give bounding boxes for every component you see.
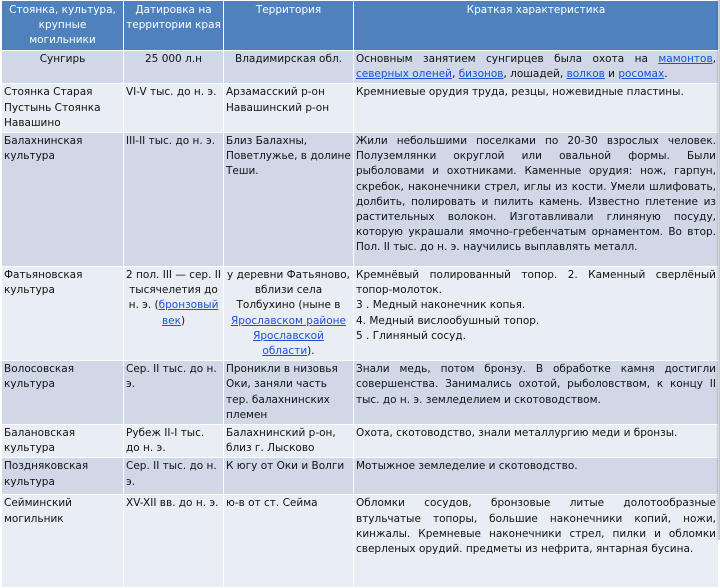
cell-dating: Сер. II тыс. до н. э. xyxy=(124,458,224,495)
text-link[interactable]: волков xyxy=(566,68,605,81)
table-row xyxy=(2,495,719,588)
cell-site: Поздняковская культура xyxy=(2,458,124,495)
text-fragment: Охота, скотоводство, знали металлургию меди и бронзы. xyxy=(356,427,678,440)
cell-site: Стоянка Старая Пустынь Стоянка Навашино xyxy=(2,84,124,133)
text-link[interactable]: бронзовый век xyxy=(158,299,219,327)
cell-site: Волосовская культура xyxy=(2,361,124,425)
cell-dating xyxy=(124,267,224,361)
slide-edge-shadow xyxy=(716,0,720,540)
cell-description xyxy=(354,51,719,84)
cell-description xyxy=(354,133,719,267)
cell-description xyxy=(354,495,719,588)
cell-site: Сейминский могильник xyxy=(2,495,124,588)
text-link[interactable]: бизонов xyxy=(458,68,504,81)
description-line: 4. Медный вислообушный топор. xyxy=(356,314,540,327)
cell-dating: Сер. II тыс. до н. э. xyxy=(124,361,224,425)
text-link[interactable]: росомах xyxy=(618,68,665,81)
cell-territory: Балахнинский р-он, близ г. Лысково xyxy=(224,425,354,458)
cell-site: Балахнинская культура xyxy=(2,133,124,267)
cell-description xyxy=(354,84,719,133)
text-fragment: у деревни Фатьяново, вблизи села Толбухино (ныне в xyxy=(227,269,350,312)
text-fragment: . xyxy=(664,68,668,81)
cell-site: Фатьяновская культура xyxy=(2,267,124,361)
text-fragment: Обломки сосудов, бронзовые литые долотообразные втульчатые топоры, большие наконечники копий, ножи, кинжалы. Кремневые наконечники стрел, пилки и обломки сверленых орудий. предметы из нефрита, янтарная бусина. xyxy=(356,497,716,556)
cell-dating: III-II тыс. до н. э. xyxy=(124,133,224,267)
cell-dating: Рубеж II-I тыс. до н. э. xyxy=(124,425,224,458)
text-fragment: и xyxy=(604,68,619,81)
cell-territory: Близ Балахны, Поветлужье, в долине Теши. xyxy=(224,133,354,267)
cell-territory: Арзамасский р-он Навашинский р-он xyxy=(224,84,354,133)
header-territory: Территория xyxy=(224,1,354,51)
description-line: 5 . Глиняный сосуд. xyxy=(356,329,466,342)
description-line: 3 . Медный наконечник копья. xyxy=(356,299,526,312)
cell-site: Сунгирь xyxy=(2,51,124,84)
text-fragment: Основным занятием сунгирцев была охота на xyxy=(356,53,659,65)
table-row xyxy=(2,458,719,495)
text-fragment: Знали медь, потом бронзу. В обработке камня достигли совершенства. Занимались охотой, рыболовством, к концу II тыс. до н. э. земледелием и скотоводством. xyxy=(356,363,716,406)
table-row xyxy=(2,267,719,361)
cell-territory: К югу от Оки и Волги xyxy=(224,458,354,495)
text-fragment: 2 пол. III — сер. II тысячелетия до н. э. ( xyxy=(126,269,221,312)
cell-dating: VI-V тыс. до н. э. xyxy=(124,84,224,133)
text-link[interactable]: Ярославском районе xyxy=(231,314,346,327)
table-row xyxy=(2,425,719,458)
text-fragment: , лошадей, xyxy=(503,68,567,81)
cell-territory: Проникли в низовья Оки, заняли часть тер. балахнинских племен xyxy=(224,361,354,425)
cell-description xyxy=(354,267,719,361)
table-row xyxy=(2,361,719,425)
cell-territory: Владимирская обл. xyxy=(224,51,354,84)
header-description: Краткая характеристика xyxy=(354,1,719,51)
text-link[interactable]: северных оленей xyxy=(356,68,452,81)
cell-dating: 25 000 л.н xyxy=(124,51,224,84)
text-link[interactable]: мамонтов xyxy=(658,53,713,65)
text-fragment: Жили небольшими поселками по 20-30 взрослых человек. Полуземлянки округлой или овальной формы. Были рыболовами и охотниками. Каменные орудия: нож, гарпун, скребок, наконечники стрел, иглы из кости. Умели шлифовать, долбить, полировать и пилить камень. Известно плетение из растительных волокон. Изготавливали глиняную посуду, которую украшали ямочно-гребенчатым орнаментом. Во втор. Пол. II тыс. до н. э. научились выплавлять металл. xyxy=(356,135,716,254)
text-fragment: , xyxy=(452,68,459,81)
cell-territory: ю-в от ст. Сейма xyxy=(224,495,354,588)
cell-dating: XV-XII вв. до н. э. xyxy=(124,495,224,588)
text-fragment: Кремниевые орудия труда, резцы, ножевидные пластины. xyxy=(356,86,684,99)
text-fragment: ). xyxy=(307,345,315,358)
cell-territory xyxy=(224,267,354,361)
table-row xyxy=(2,84,719,133)
description-line: Кремнёвый полированный топор. 2. Каменный сверлёный топор-молоток. xyxy=(356,269,716,297)
header-row xyxy=(2,1,719,51)
cell-site: Балановская культура xyxy=(2,425,124,458)
text-link[interactable]: Ярославской области xyxy=(253,329,324,358)
header-dating: Датировка на территории края xyxy=(124,1,224,51)
table-row xyxy=(2,51,719,84)
cultures-table xyxy=(1,0,719,588)
cell-description xyxy=(354,425,719,458)
cell-description xyxy=(354,361,719,425)
table-row xyxy=(2,133,719,267)
text-fragment: Мотыжное земледелие и скотоводство. xyxy=(356,460,578,473)
cell-description xyxy=(354,458,719,495)
text-fragment: , xyxy=(712,53,716,65)
header-site: Стоянка, культура, крупные могильники xyxy=(2,1,124,51)
text-fragment: ) xyxy=(180,314,186,327)
